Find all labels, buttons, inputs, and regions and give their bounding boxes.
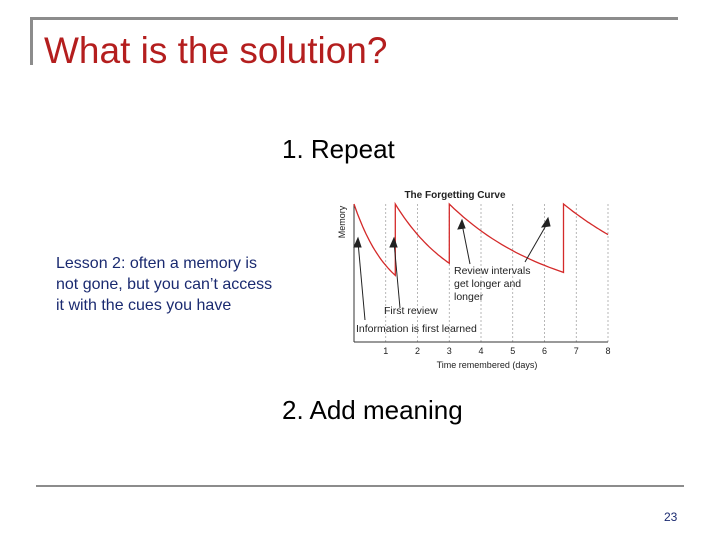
x-tick-labels [383,346,610,356]
annotation-first-learned: Information is first learned [356,323,477,335]
lesson-note: Lesson 2: often a memory is not gone, but you can’t access it with the cues you have [56,255,273,314]
page-number: 23 [664,510,678,524]
annotation-review-intervals: Review intervals get longer and longer [454,265,531,303]
slide-title: What is the solution? [44,30,388,71]
x-tick-label: 7 [573,346,579,356]
annotation-first-review: First review [384,305,438,317]
x-axis-label: Time remembered (days) [436,360,538,370]
chart-title: The Forgetting Curve [404,190,506,201]
x-tick-label: 4 [478,346,484,356]
x-tick-label: 5 [510,346,516,356]
top-border-rule [30,17,678,20]
x-tick-label: 6 [541,346,548,356]
left-border-rule [30,17,33,65]
forgetting-curve-chart [330,182,615,374]
bottom-rule [36,485,684,487]
step-repeat: 1. Repeat [282,134,395,164]
x-tick-label: 2 [414,346,421,356]
x-tick-label: 8 [605,346,611,356]
x-tick-label: 3 [446,346,452,356]
x-tick-label: 1 [383,346,389,356]
step-add-meaning: 2. Add meaning [282,395,463,425]
y-axis-label: Memory [337,205,347,239]
